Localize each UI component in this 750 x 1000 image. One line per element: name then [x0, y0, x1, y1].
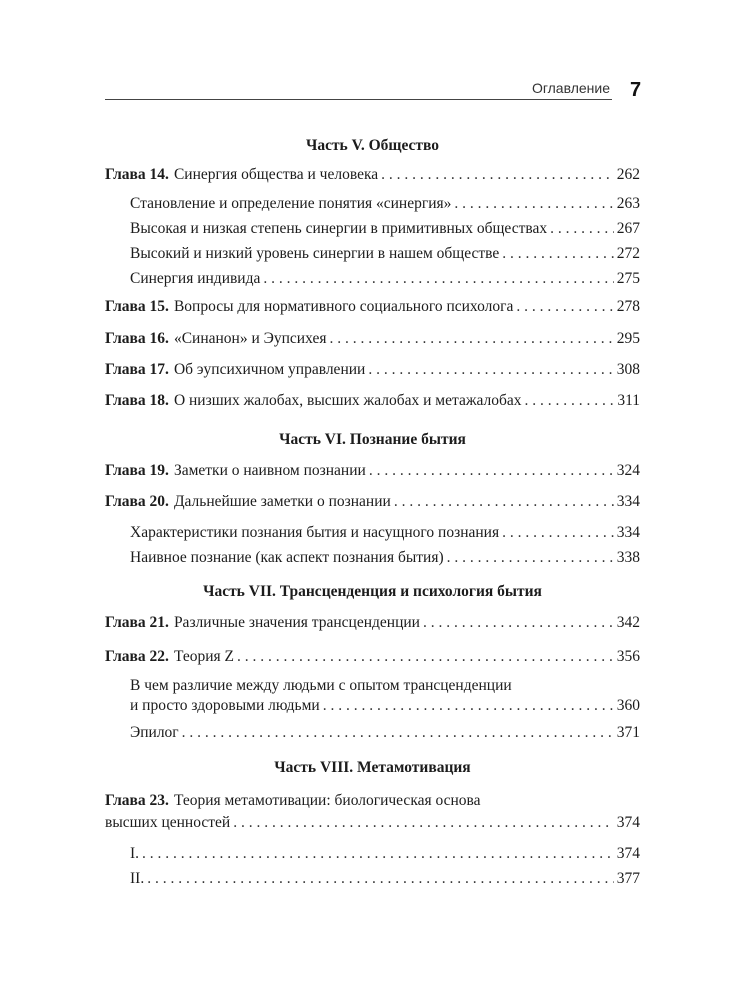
page-ref: 262 [616, 166, 640, 183]
page-ref: 356 [616, 648, 640, 665]
dot-leader [368, 361, 613, 379]
page-ref: 311 [617, 392, 640, 409]
entry-title: II. [130, 870, 145, 887]
page-number: 7 [630, 79, 642, 101]
entry-title: Дальнейшие заметки о познании [173, 493, 391, 510]
toc-entry[interactable] [105, 361, 640, 379]
part-title: Часть VI. Познание бытия [279, 431, 466, 448]
dot-leader [423, 614, 614, 632]
chapter-label: Глава 19. [105, 462, 169, 479]
toc-entry[interactable] [130, 724, 640, 742]
entry-title: I. [130, 845, 140, 862]
page-ref: 295 [616, 330, 640, 347]
chapter-label: Глава 21. [105, 614, 169, 631]
dot-leader [381, 166, 614, 184]
chapter-label: Глава 23. [105, 792, 169, 809]
page-ref: 371 [616, 724, 640, 741]
entry-title-line1: Теория метамотивации: биологическая основа [173, 792, 481, 809]
entry-title: и просто здоровыми людьми [130, 697, 320, 714]
dot-leader [394, 493, 614, 511]
page-ref: 334 [616, 493, 640, 510]
section-label: Оглавление [531, 80, 610, 96]
entry-title: Заметки о наивном познании [173, 462, 366, 479]
page-ref: 342 [616, 614, 640, 631]
entry-title: Синергия общества и человека [173, 166, 379, 183]
chapter-label: Глава 22. [105, 648, 169, 665]
chapter-label: Глава 20. [105, 493, 169, 510]
page-ref: 374 [616, 814, 640, 831]
entry-title: Характеристики познания бытия и насущного познания [130, 524, 500, 541]
dot-leader [454, 195, 613, 213]
toc-entry[interactable] [105, 462, 640, 480]
dot-leader [237, 648, 614, 666]
toc-entry[interactable] [130, 524, 640, 542]
entry-title: Становление и определение понятия «синергия» [130, 195, 452, 212]
entry-title: Наивное познание (как аспект познания бытия) [130, 549, 444, 566]
part-title: Часть VIII. Метамотивация [274, 759, 471, 776]
part-title: Часть V. Общество [305, 137, 440, 154]
entry-title: О низших жалобах, высших жалобах и метажалобах [173, 392, 522, 409]
entry-title: Высокий и низкий уровень синергии в нашем обществе [130, 245, 500, 262]
dot-leader [323, 697, 614, 715]
chapter-label: Глава 18. [105, 392, 169, 409]
entry-title-line1: В чем различие между людьми с опытом трансценденции [130, 677, 512, 694]
chapter-label: Глава 15. [105, 298, 169, 315]
page-ref: 272 [616, 245, 640, 262]
page-ref: 263 [616, 195, 640, 212]
toc-entry[interactable] [105, 298, 640, 316]
page-ref: 308 [616, 361, 640, 378]
entry-title: Синергия индивида [130, 270, 261, 287]
dot-leader [329, 330, 613, 348]
dot-leader [147, 870, 614, 888]
page-ref: 267 [616, 220, 640, 237]
toc-entry[interactable] [130, 220, 640, 238]
entry-title: Теория Z [173, 648, 234, 665]
page-ref: 334 [616, 524, 640, 541]
part-title: Часть VII. Трансценденция и психология бытия [203, 583, 542, 600]
dot-leader [502, 245, 614, 263]
chapter-label: Глава 17. [105, 361, 169, 378]
dot-leader [550, 220, 614, 238]
chapter-label: Глава 16. [105, 330, 169, 347]
dot-leader [263, 270, 613, 288]
page-ref: 338 [616, 549, 640, 566]
entry-title: высших ценностей [105, 814, 231, 831]
toc-entry[interactable] [130, 549, 640, 567]
page-ref: 324 [616, 462, 640, 479]
dot-leader [369, 462, 614, 480]
page-ref: 374 [616, 845, 640, 862]
toc-entry[interactable] [130, 270, 640, 288]
header-rule [105, 99, 612, 100]
dot-leader [142, 845, 614, 863]
toc-entry[interactable] [105, 330, 640, 348]
toc-entry[interactable] [105, 814, 640, 832]
dot-leader [502, 524, 614, 542]
chapter-label: Глава 14. [105, 166, 169, 183]
toc-entry[interactable] [130, 245, 640, 263]
toc-entry[interactable] [105, 648, 640, 666]
page-ref: 278 [616, 298, 640, 315]
dot-leader [516, 298, 613, 316]
toc-entry[interactable] [130, 195, 640, 213]
page-ref: 377 [616, 870, 640, 887]
toc-entry[interactable] [105, 166, 640, 184]
dot-leader [233, 814, 614, 832]
page-ref: 360 [616, 697, 640, 714]
entry-title-line1-wrap [105, 792, 481, 810]
dot-leader [182, 724, 614, 742]
toc-entry[interactable] [105, 392, 640, 410]
entry-title: Эпилог [130, 724, 179, 741]
toc-entry[interactable] [130, 845, 640, 863]
page-ref: 275 [616, 270, 640, 287]
toc-entry[interactable] [130, 697, 640, 715]
entry-title: Об эупсихичном управлении [173, 361, 366, 378]
toc-entry[interactable] [105, 614, 640, 632]
entry-title: Вопросы для нормативного социального психолога [173, 298, 514, 315]
entry-title: Различные значения трансценденции [173, 614, 420, 631]
toc-entry[interactable] [105, 493, 640, 511]
dot-leader [447, 549, 614, 567]
dot-leader [525, 392, 615, 410]
entry-title: Высокая и низкая степень синергии в примитивных обществах [130, 220, 548, 237]
toc-entry[interactable] [130, 870, 640, 888]
entry-title: «Синанон» и Эупсихея [173, 330, 327, 347]
